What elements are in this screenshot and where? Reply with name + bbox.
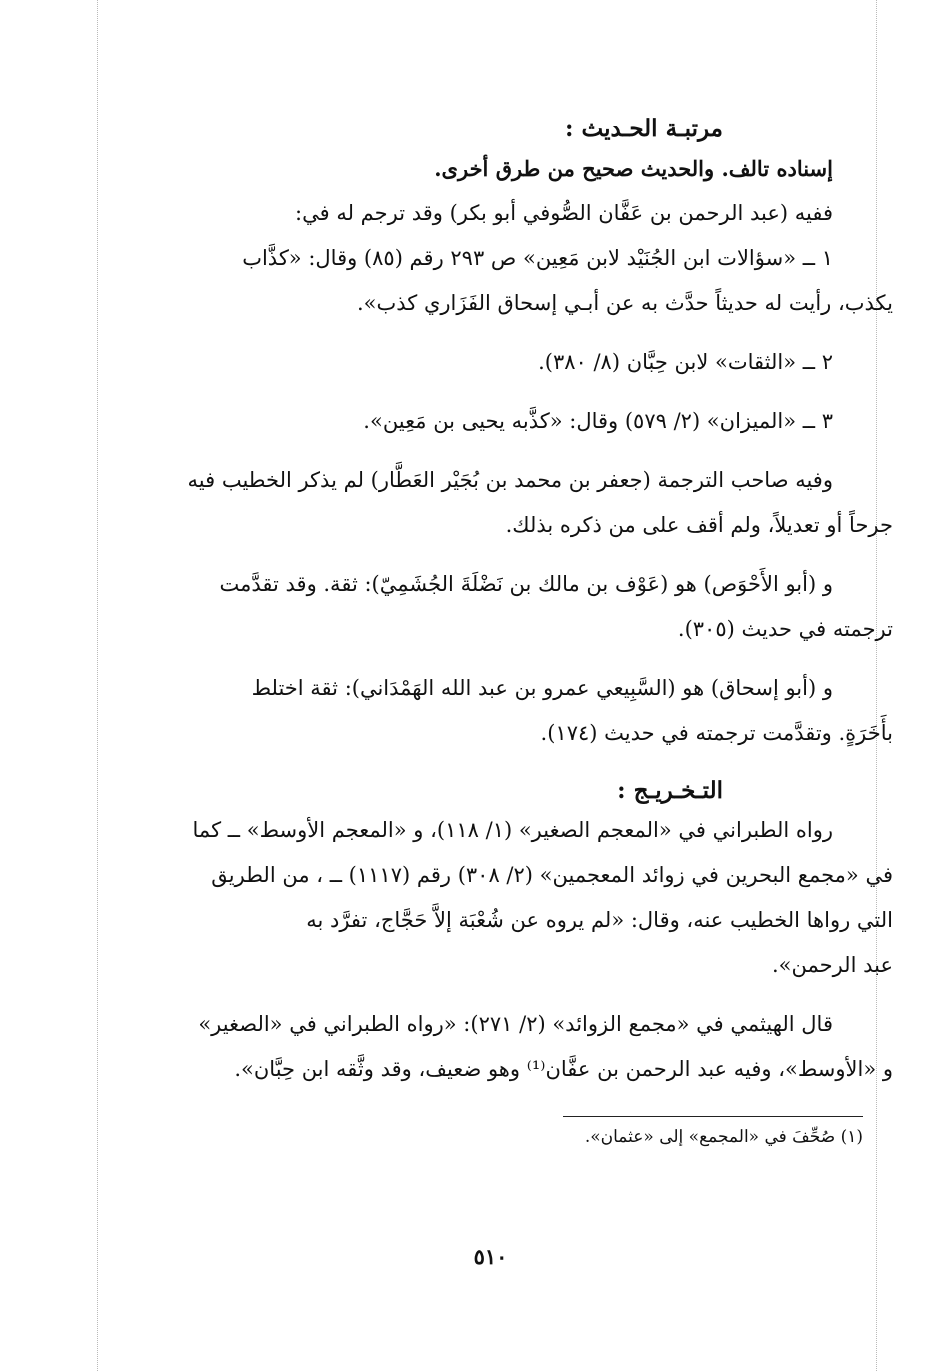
jafar-line-2: جرحاً أو تعديلاً، ولم أقف على من ذكره بذلك. — [505, 513, 893, 537]
intro-line: ففيه (عبد الرحمن بن عَفَّان الصُّوفي أبو بكر) وقد ترجم له في: — [295, 201, 833, 225]
tabarani-line-1: رواه الطبراني في «المعجم الصغير» (١/ ١١٨)، و «المعجم الأوسط» ــ كما — [192, 818, 833, 842]
paragraph-abu-ishaq — [118, 666, 893, 756]
paragraph-intro — [118, 191, 863, 236]
abu-ahwas-line-2: ترجمته في حديث (٣٠٥). — [677, 617, 893, 641]
list-item-1-line-2: يكذب، رأيت له حديثاً حدَّث به عن أبـي إسحاق الفَزَاري كذب». — [356, 291, 893, 315]
footnote: (١) صُحِّفَ في «المجمع» إلى «عثمان». — [584, 1127, 863, 1147]
book-page — [118, 112, 893, 1342]
paragraph-abu-ahwas — [118, 562, 893, 652]
tabarani-line-3: التي رواها الخطيب عنه، وقال: «لم يروه عن شُعْبَة إلاَّ حَجَّاج، تفرَّد به — [306, 908, 893, 932]
abu-ahwas-line-1: و (أبو الأَحْوَص) هو (عَوْف بن مالك بن نَضْلَةَ الجُشَمِيّ): ثقة. وقد تقدَّمت — [219, 572, 833, 596]
heading-takhrij: التـخـريـج : — [617, 777, 723, 804]
list-item-2-line: ٢ ــ «الثقات» لابن حِبَّان (٨/ ٣٨٠). — [538, 350, 833, 374]
jafar-line-1: وفيه صاحب الترجمة (جعفر بن محمد بن بُجَيْر العَطَّار) لم يذكر الخطيب فيه — [187, 468, 833, 492]
list-item-3 — [118, 399, 863, 444]
paragraph-tabarani — [118, 808, 893, 988]
abu-ishaq-line-2: بأَخَرَةٍ. وتقدَّمت ترجمته في حديث (١٧٤). — [540, 721, 893, 745]
list-item-1 — [118, 236, 893, 326]
right-margin-dotted-line — [876, 0, 877, 1371]
paragraph-jafar — [118, 458, 893, 548]
tabarani-line-4: عبد الرحمن». — [771, 953, 893, 977]
heading-hadith-grade: مرتبـة الحـديث : — [565, 115, 723, 142]
abu-ishaq-line-1: و (أبو إسحاق) هو (السَّبِيعي عمرو بن عبد الله الهَمْدَاني): ثقة اختلط — [251, 676, 833, 700]
haythami-line-2: و «الأوسط»، وفيه عبد الرحمن بن عفَّان⁽¹⁾ وهو ضعيف، وقد وثَّقه ابن حِبَّان». — [234, 1057, 893, 1081]
page-number: ٥١٠ — [473, 1244, 508, 1269]
haythami-line-1: قال الهيثمي في «مجمع الزوائد» (٢/ ٢٧١): «رواه الطبراني في «الصغير» — [198, 1012, 833, 1036]
list-item-3-line: ٣ ــ «الميزان» (٢/ ٥٧٩) وقال: «كذَّبه يحيى بن مَعِين». — [363, 409, 833, 433]
left-margin-dotted-line — [97, 0, 98, 1371]
paragraph-haythami — [118, 1002, 893, 1092]
list-item-1-line-1: ١ ــ «سؤالات ابن الجُنَيْد لابن مَعِين» ص ٢٩٣ رقم (٨٥) وقال: «كذَّاب — [242, 246, 833, 270]
list-item-2 — [118, 340, 863, 385]
tabarani-line-2: في «مجمع البحرين في زوائد المعجمين» (٢/ ٣٠٨) رقم (١١١٧) ــ ، من الطريق — [211, 863, 893, 887]
footnote-separator — [563, 1116, 863, 1117]
grade-text-line: إسناده تالف. والحديث صحيح من طرق أخرى. — [434, 156, 833, 181]
grade-text — [118, 146, 863, 191]
